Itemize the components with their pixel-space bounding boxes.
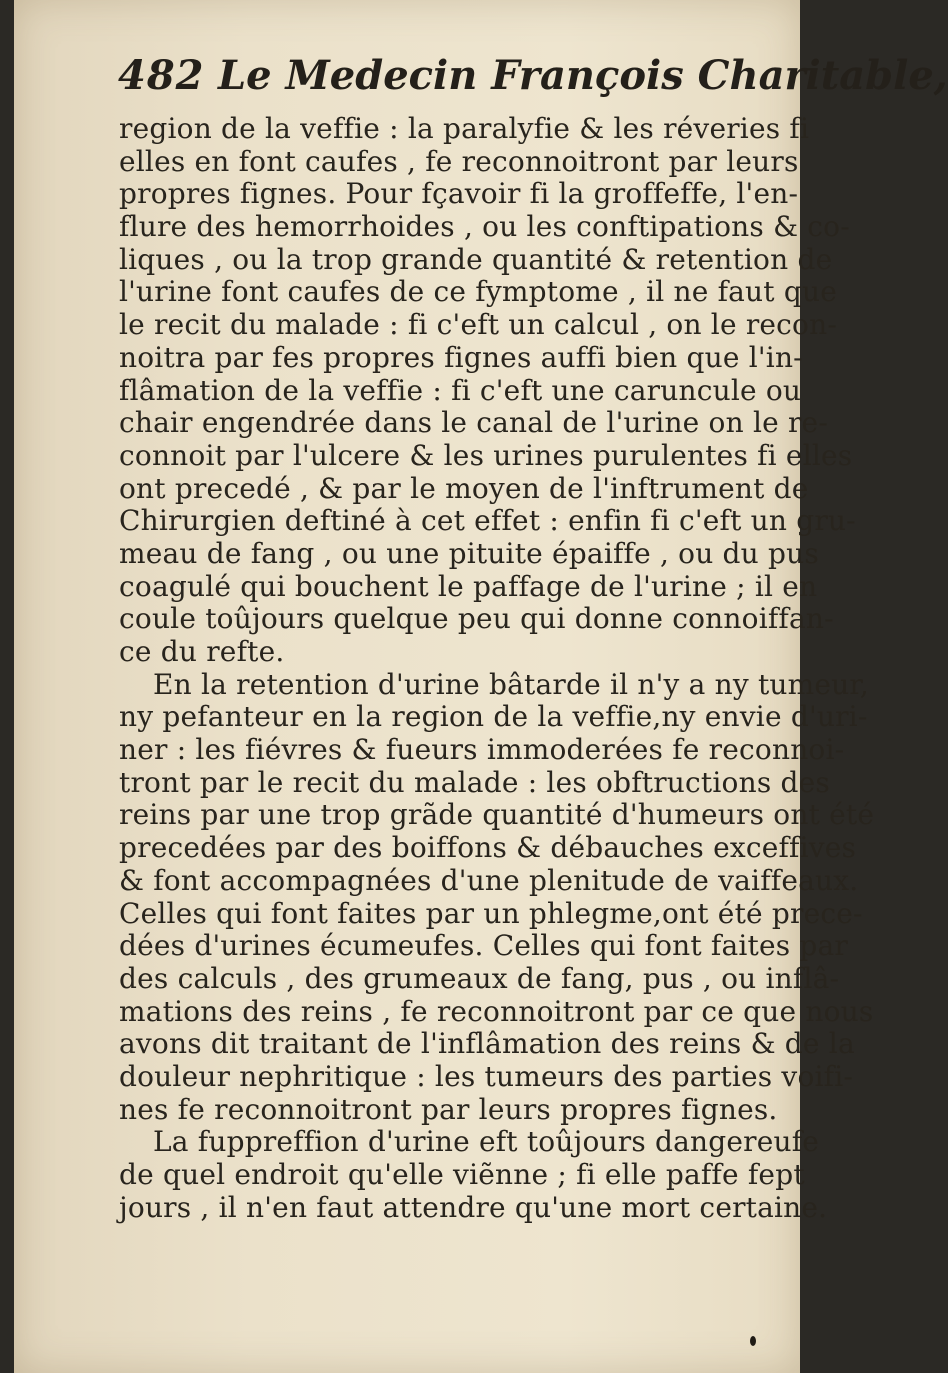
- text-line: precedées par des boiffons & débauches exceffives: [119, 831, 857, 865]
- text-line: propres fignes. Pour fçavoir fi la groffeffe, l'en-: [119, 177, 799, 211]
- text-line: flure des hemorrhoides , ou les conftipations & co-: [119, 210, 850, 244]
- text-line: des calculs , des grumeaux de fang, pus , ou inflâ-: [119, 961, 840, 995]
- text-line: reins par une trop grãde quantité d'humeurs ont été: [119, 798, 875, 832]
- paragraph-first-line: La fuppreffion d'urine eft toûjours dangereufe: [153, 1125, 820, 1159]
- text-line: Chirurgien deftiné à cet effet : enfin fi c'eft un gru-: [119, 504, 856, 538]
- text-line: jours , il n'en faut attendre qu'une mort certaine.: [119, 1190, 828, 1224]
- text-line: tront par le recit du malade : les obftructions des: [119, 765, 830, 799]
- body-text: [119, 112, 875, 1224]
- text-line: chair engendrée dans le canal de l'urine on le re-: [119, 406, 828, 440]
- text-line: mations des reins , fe reconnoitront par ce que nous: [119, 994, 874, 1028]
- text-line: meau de fang , ou une pituite épaiffe , ou du pus: [119, 536, 819, 570]
- text-line: ny pefanteur en la region de la veffie,ny envie d'uri-: [119, 700, 868, 734]
- paragraph-first-line: En la retention d'urine bâtarde il n'y a ny tumeur,: [153, 667, 870, 701]
- text-line: coule toûjours quelque peu qui donne connoiffan-: [119, 602, 834, 636]
- text-line: l'urine font caufes de ce fymptome , il ne faut que: [119, 275, 837, 309]
- text-line: le recit du malade : fi c'eft un calcul , on le recon-: [119, 308, 838, 342]
- text-line: & font accompagnées d'une plenitude de vaiffeaux.: [119, 863, 859, 897]
- book-page: [14, 0, 948, 1373]
- text-line: region de la veffie : la paralyfie & les réveries fi: [119, 112, 810, 145]
- text-line: liques , ou la trop grande quantité & retention de: [119, 242, 833, 276]
- text-line: noitra par fes propres fignes auffi bien que l'in-: [119, 340, 803, 374]
- text-line: Celles qui font faites par un phlegme,ont été prece-: [119, 896, 863, 930]
- text-line: de quel endroit qu'elle viẽnne ; fi elle paffe fept: [119, 1158, 805, 1191]
- page-header: [118, 52, 948, 112]
- text-line: nes fe reconnoitront par leurs propres fignes.: [119, 1092, 778, 1126]
- text-line: flâmation de la veffie : fi c'eft une caruncule ou: [119, 373, 802, 407]
- page-number: 482: [118, 52, 205, 99]
- text-line: ce du refte.: [119, 635, 285, 668]
- text-line: ont precedé , & par le moyen de l'inftrument de: [119, 471, 809, 505]
- text-line: coagulé qui bouchent le paffage de l'urine ; il en: [119, 569, 818, 603]
- text-line: avons dit traitant de l'inflâmation des reins & de la: [119, 1027, 855, 1061]
- text-line: connoit par l'ulcere & les urines purulentes fi elles: [119, 438, 853, 472]
- text-line: ner : les fiévres & fueurs immoderées fe reconnoi-: [119, 733, 845, 767]
- ink-mark: [750, 1336, 756, 1346]
- text-line: elles en font caufes , fe reconnoitront par leurs: [119, 144, 799, 178]
- running-head: Le Medecin François Charitable,: [218, 52, 948, 99]
- text-line: douleur nephritique : les tumeurs des parties voifi-: [119, 1059, 854, 1093]
- text-line: dées d'urines écumeufes. Celles qui font faites par: [119, 929, 849, 963]
